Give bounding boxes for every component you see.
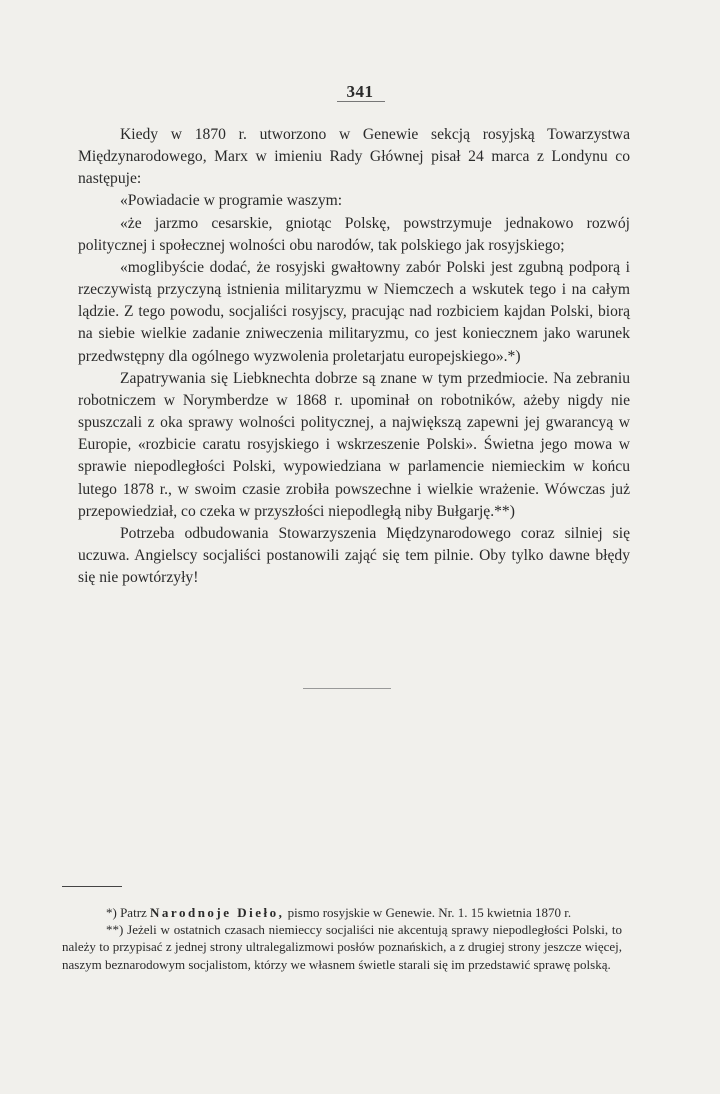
paragraph-quote-opening: «Powiadacie w programie waszym: (120, 192, 343, 210)
paragraph-quote-yoke: «że jarzmo cesarskie, gniotąc Polskę, powstrzymuje jednakowo rozwój politycznej i społecznej wolności obu narodów, tak polskiego jak rosyjskiego; (78, 214, 630, 254)
footnotes (62, 904, 622, 973)
body-text (78, 124, 630, 589)
footnote-1 (62, 904, 622, 921)
paragraph-liebknecht: Zapatrywania się Liebknechta dobrze są znane w tym przedmiocie. Na zebraniu robotniczem w Norymberdze w 1868 r. upominał on robotników, ażeby nigdy nie spuszczali z oka sprawy wolności politycznej, a największą zapewni jej gwarancyą w Europie, «rozbicie caratu rosyjskiego i wskrzeszenie Polski». Świetna jego mowa w sprawie niepodległości Polski, wypowiedziana w parlamencie niemieckim w końcu lutego 1878 r., w swoim czasie zrobiła powszechne i wielkie wrażenie. Wówczas już przepowiedział, co czeka w przyszłości niepodległą niby Bułgarję.**) (78, 369, 630, 520)
footnote-separator (62, 886, 122, 887)
page-number-underline (337, 101, 385, 102)
footnote-1-journal: Narodnoje Dieło, (150, 905, 285, 920)
paragraph-quote-militarism: «moglibyście dodać, że rosyjski gwałtowny zabór Polski jest zgubną podporą i rzeczywistą przyczyną istnienia militaryzmu w Niemczech a wskutek tego i na całym lądzie. Z tego powodu, socjaliści rosyjscy, pracując nad rozbiciem kajdan Polski, biorą na siebie wielkie zadanie zniweczenia militaryzmu, co jest koniecznem jako warunek przedwstępny dla ogólnego wyzwolenia proletarjatu europejskiego».*) (78, 258, 630, 365)
footnote-2: **) Jeżeli w ostatnich czasach niemieccy socjaliści nie akcentują sprawy niepodległości Polski, to należy to przypisać z jednej strony ultralegalizmowi posłów poznańskich, a z drugiej strony jeszcze więcej, naszym beznarodowym socjalistom, którzy we własnem świetle starali się im przedstawić sprawę polską. (62, 922, 622, 972)
section-divider (303, 688, 391, 689)
paragraph-marx-intro: Kiedy w 1870 r. utworzono w Genewie sekcją rosyjską Towarzystwa Międzynarodowego, Marx w imieniu Rady Głównej pisał 24 marca z Londynu co następuje: (78, 126, 630, 188)
paragraph-conclusion: Potrzeba odbudowania Stowarzyszenia Międzynarodowego coraz silniej się uczuwa. Angielscy socjaliści postanowili zająć się tem pilnie. Oby tylko dawne błędy się nie powtórzyły! (78, 524, 630, 587)
footnote-1-prefix: *) Patrz (106, 905, 151, 920)
footnote-1-suffix: pismo rosyjskie w Genewie. Nr. 1. 15 kwietnia 1870 r. (284, 905, 572, 920)
page-number: 341 (346, 82, 374, 101)
